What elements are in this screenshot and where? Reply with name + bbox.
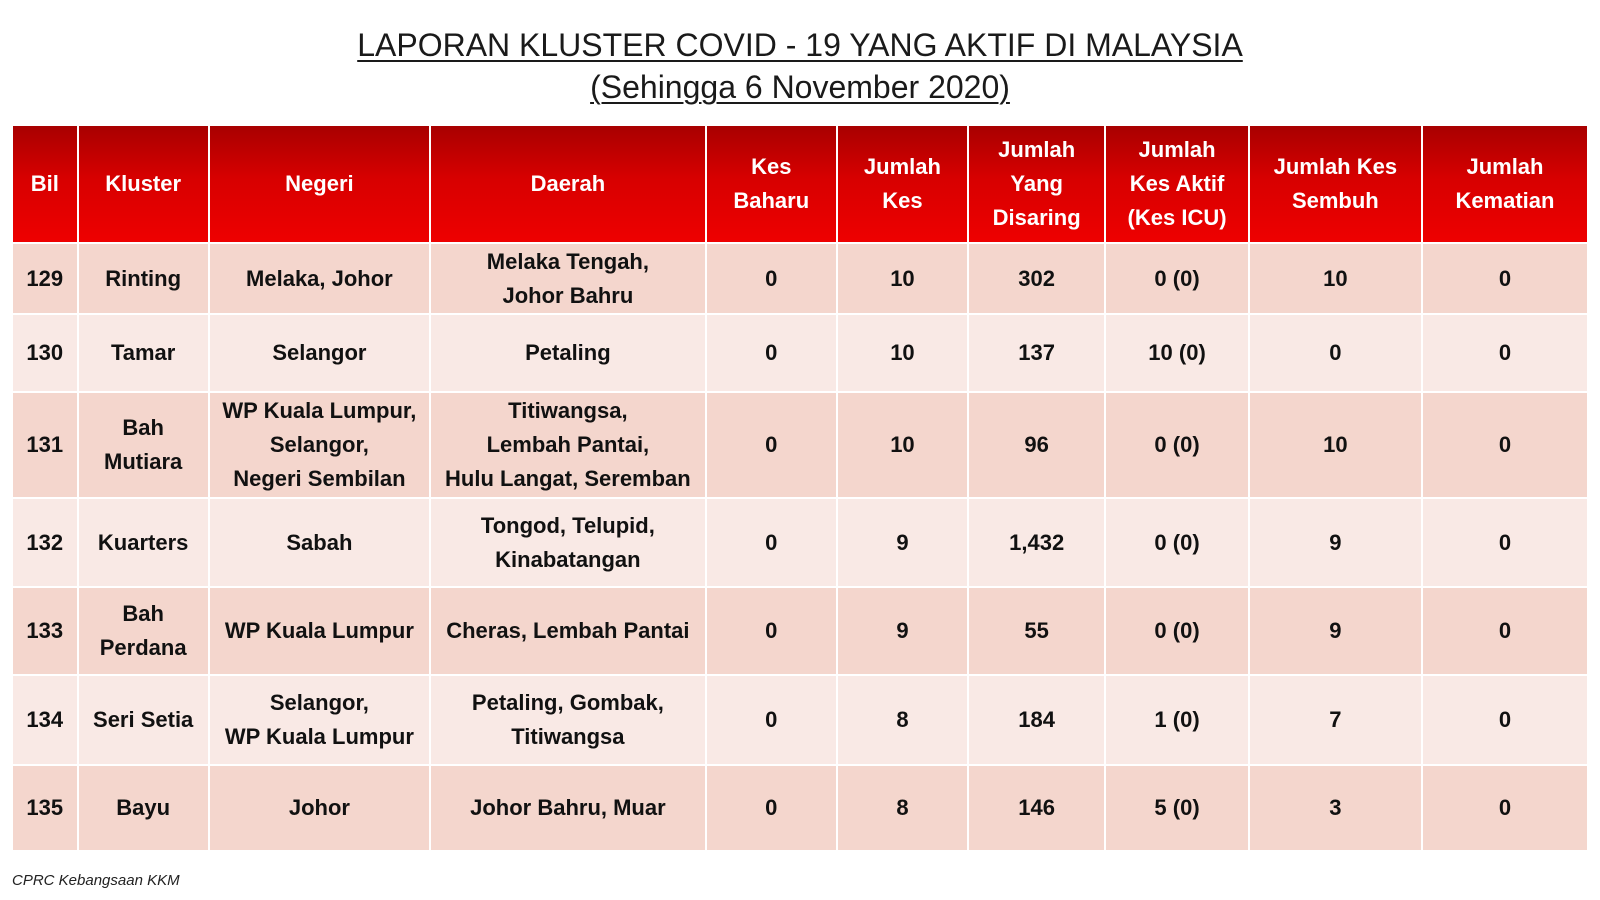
cell-kes-baharu: 0 <box>706 587 837 675</box>
cell-bil: 135 <box>12 765 78 851</box>
cell-kluster: Seri Setia <box>78 675 209 765</box>
cell-kes-sembuh: 10 <box>1249 243 1422 314</box>
cell-jumlah-kes: 10 <box>837 392 968 498</box>
cell-kluster: Bah Mutiara <box>78 392 209 498</box>
header-bil: Bil <box>12 125 78 243</box>
cell-kes-baharu: 0 <box>706 392 837 498</box>
cell-kes-baharu: 0 <box>706 498 837 587</box>
cell-jumlah-disaring: 1,432 <box>968 498 1105 587</box>
cell-daerah: Tongod, Telupid, Kinabatangan <box>430 498 706 587</box>
table-row <box>12 675 1588 765</box>
cell-jumlah-disaring: 302 <box>968 243 1105 314</box>
table-row <box>12 765 1588 851</box>
cell-kluster: Kuarters <box>78 498 209 587</box>
title-line-1: LAPORAN KLUSTER COVID - 19 YANG AKTIF DI MALAYSIA <box>357 27 1243 63</box>
cell-jumlah-disaring: 96 <box>968 392 1105 498</box>
header-negeri: Negeri <box>209 125 430 243</box>
cell-kluster: Rinting <box>78 243 209 314</box>
cell-daerah: Titiwangsa, Lembah Pantai, Hulu Langat, Seremban <box>430 392 706 498</box>
cell-negeri: Selangor <box>209 314 430 392</box>
header-kematian: Jumlah Kematian <box>1422 125 1588 243</box>
cell-jumlah-disaring: 55 <box>968 587 1105 675</box>
cell-jumlah-kes: 9 <box>837 498 968 587</box>
cell-negeri: Johor <box>209 765 430 851</box>
cell-negeri: WP Kuala Lumpur, Selangor, Negeri Sembilan <box>209 392 430 498</box>
cell-kluster: Bah Perdana <box>78 587 209 675</box>
header-kes-aktif: Jumlah Kes Aktif (Kes ICU) <box>1105 125 1248 243</box>
cell-bil: 131 <box>12 392 78 498</box>
cell-kematian: 0 <box>1422 392 1588 498</box>
cell-kes-sembuh: 7 <box>1249 675 1422 765</box>
header-jumlah-disaring: Jumlah Yang Disaring <box>968 125 1105 243</box>
cell-kes-baharu: 0 <box>706 243 837 314</box>
cell-jumlah-kes: 10 <box>837 243 968 314</box>
cell-daerah: Petaling, Gombak, Titiwangsa <box>430 675 706 765</box>
header-jumlah-kes: Jumlah Kes <box>837 125 968 243</box>
cell-kes-aktif: 0 (0) <box>1105 587 1248 675</box>
cell-bil: 132 <box>12 498 78 587</box>
cell-kes-aktif: 1 (0) <box>1105 675 1248 765</box>
report-title <box>0 24 1600 108</box>
cell-negeri: Melaka, Johor <box>209 243 430 314</box>
cell-kematian: 0 <box>1422 587 1588 675</box>
cell-kes-sembuh: 9 <box>1249 498 1422 587</box>
cell-daerah: Johor Bahru, Muar <box>430 765 706 851</box>
cell-kematian: 0 <box>1422 498 1588 587</box>
cell-kes-baharu: 0 <box>706 675 837 765</box>
cell-jumlah-disaring: 184 <box>968 675 1105 765</box>
cell-bil: 134 <box>12 675 78 765</box>
cell-kes-baharu: 0 <box>706 314 837 392</box>
header-kes-sembuh: Jumlah Kes Sembuh <box>1249 125 1422 243</box>
cell-negeri: Sabah <box>209 498 430 587</box>
cluster-table <box>11 124 1589 852</box>
cell-kes-aktif: 0 (0) <box>1105 243 1248 314</box>
cell-negeri: Selangor, WP Kuala Lumpur <box>209 675 430 765</box>
cell-kluster: Bayu <box>78 765 209 851</box>
table-row <box>12 498 1588 587</box>
cell-kes-aktif: 0 (0) <box>1105 392 1248 498</box>
cell-kes-aktif: 5 (0) <box>1105 765 1248 851</box>
title-line-2: (Sehingga 6 November 2020) <box>590 69 1010 105</box>
cell-jumlah-kes: 9 <box>837 587 968 675</box>
table-row <box>12 314 1588 392</box>
cell-kematian: 0 <box>1422 314 1588 392</box>
cell-kes-sembuh: 0 <box>1249 314 1422 392</box>
header-daerah: Daerah <box>430 125 706 243</box>
source-credit: CPRC Kebangsaan KKM <box>12 872 180 889</box>
cell-jumlah-disaring: 137 <box>968 314 1105 392</box>
cell-jumlah-kes: 8 <box>837 765 968 851</box>
cell-kematian: 0 <box>1422 243 1588 314</box>
cell-kes-aktif: 0 (0) <box>1105 498 1248 587</box>
table-row <box>12 243 1588 314</box>
cell-negeri: WP Kuala Lumpur <box>209 587 430 675</box>
cell-jumlah-kes: 10 <box>837 314 968 392</box>
cell-bil: 129 <box>12 243 78 314</box>
header-kes-baharu: Kes Baharu <box>706 125 837 243</box>
cell-kematian: 0 <box>1422 675 1588 765</box>
cell-kes-baharu: 0 <box>706 765 837 851</box>
cell-kluster: Tamar <box>78 314 209 392</box>
cell-kematian: 0 <box>1422 765 1588 851</box>
cell-daerah: Melaka Tengah, Johor Bahru <box>430 243 706 314</box>
table-row <box>12 587 1588 675</box>
cell-kes-aktif: 10 (0) <box>1105 314 1248 392</box>
header-kluster: Kluster <box>78 125 209 243</box>
cell-jumlah-disaring: 146 <box>968 765 1105 851</box>
cell-kes-sembuh: 9 <box>1249 587 1422 675</box>
cell-jumlah-kes: 8 <box>837 675 968 765</box>
cell-kes-sembuh: 10 <box>1249 392 1422 498</box>
cell-daerah: Petaling <box>430 314 706 392</box>
cell-kes-sembuh: 3 <box>1249 765 1422 851</box>
cell-bil: 133 <box>12 587 78 675</box>
header-row <box>12 125 1588 243</box>
cell-bil: 130 <box>12 314 78 392</box>
cell-daerah: Cheras, Lembah Pantai <box>430 587 706 675</box>
table-row <box>12 392 1588 498</box>
